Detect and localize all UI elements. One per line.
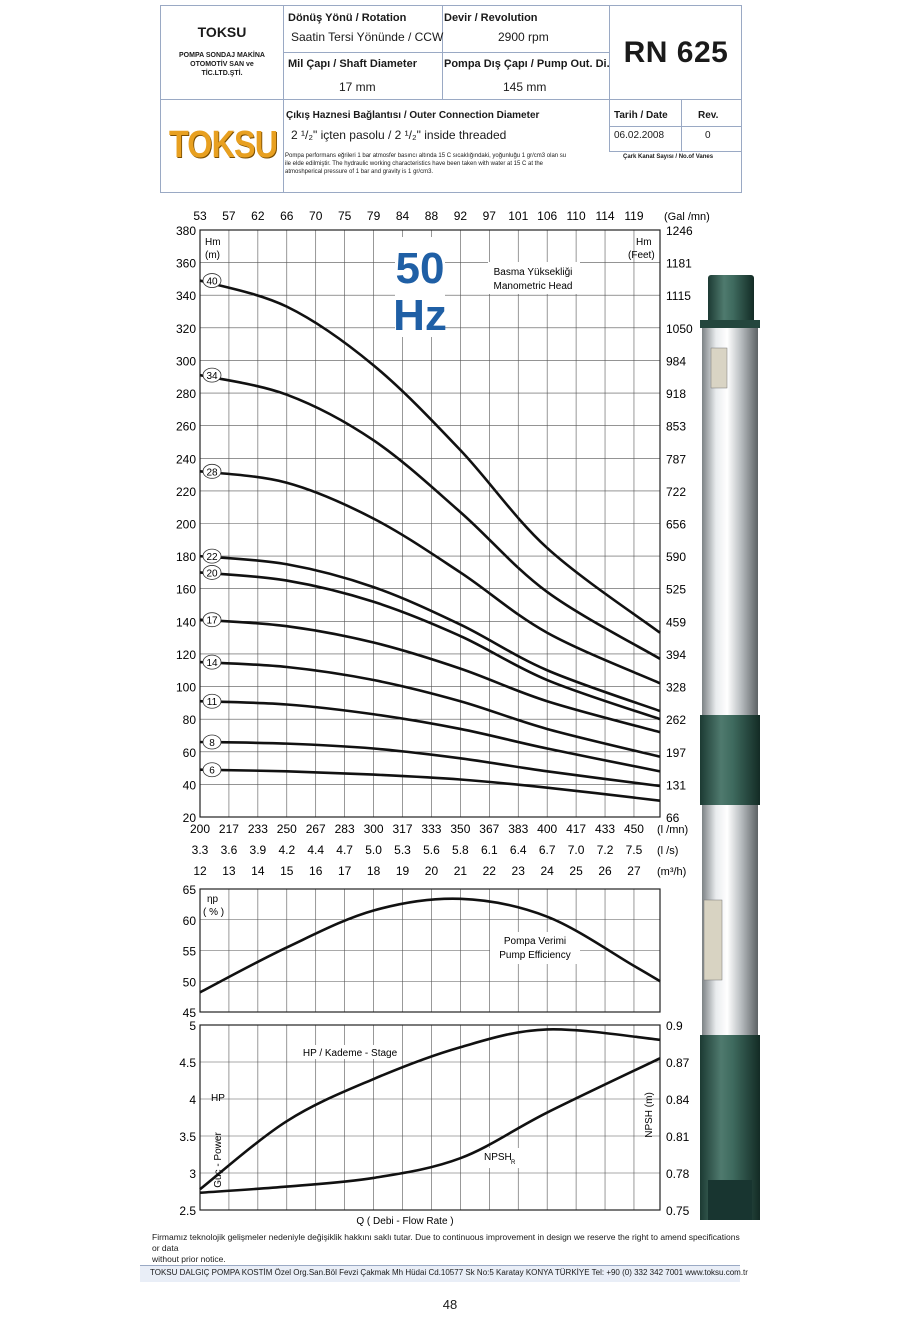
y-tick-right: 984 (666, 354, 687, 369)
note-line-2: ile elde edilmiştir. The hydraulic working characteristics have been taken with water at 15 C at the (285, 161, 544, 167)
y-label-left-1: Hm (205, 237, 221, 248)
y-tick: 55 (182, 944, 196, 959)
y-tick-left: 180 (175, 550, 196, 565)
stage-label-34: 34 (206, 371, 218, 383)
footer-address: TOKSU DALGIÇ POMPA KOSTİM Özel Org.San.Böl Fevzi Çakmak Mh Hüdai Cd.10577 Sk No:5 Karatay KONYA TÜRKİYE Tel: +90 (0) 332 342 7001 www.toksu.com.tr (150, 1268, 748, 1277)
y-tick-right: 0.75 (666, 1204, 690, 1218)
y-tick-left: 3 (189, 1167, 196, 1181)
y-tick-left: 280 (175, 387, 196, 402)
head-curve-6 (200, 770, 660, 801)
rotation-label: Dönüş Yönü / Rotation (288, 12, 407, 24)
y-tick-left: 5 (189, 1019, 196, 1033)
page-number: 48 (442, 1297, 458, 1312)
x-tick-lmn: 283 (334, 822, 355, 836)
x-tick-m3h: 26 (598, 864, 612, 878)
top-tick: 114 (595, 209, 615, 223)
stage-label-20: 20 (206, 568, 218, 580)
vanes-label: Çark Kanat Sayısı / No.of Vanes (623, 154, 714, 160)
x-tick-lmn: 300 (363, 822, 384, 836)
npsh-curve (200, 1058, 660, 1192)
power-frame (200, 1025, 660, 1210)
rev-value: 0 (705, 130, 711, 141)
top-tick: 57 (222, 209, 236, 223)
y-tick-right: 131 (666, 778, 687, 793)
npsh-annot: NPSH (484, 1152, 512, 1163)
stage-label-17: 17 (206, 615, 218, 627)
top-tick: 88 (424, 209, 439, 223)
annot-line-2: Manometric Head (493, 281, 573, 292)
npsh-annot-sub: R (511, 1160, 516, 1166)
x-tick-ls: 4.2 (278, 843, 296, 857)
x-unit-ls: (l /s) (657, 845, 679, 857)
y-tick-right: 0.81 (666, 1130, 690, 1144)
x-tick-lmn: 433 (595, 822, 616, 836)
model-number: RN 625 (623, 36, 729, 69)
y-label-right-1: Hm (636, 237, 652, 248)
x-tick-lmn: 350 (450, 822, 471, 836)
y-tick-right: 0.87 (666, 1056, 690, 1070)
y-tick-left: 140 (175, 615, 196, 630)
y-tick-right: 1181 (666, 256, 692, 271)
y-tick-left: 240 (175, 452, 196, 467)
x-tick-m3h: 21 (453, 864, 468, 878)
y-tick-right: 262 (666, 713, 687, 728)
top-tick: 84 (395, 209, 410, 223)
hz-badge-unit: Hz (393, 291, 447, 340)
top-tick: 53 (193, 209, 207, 223)
y-tick-left: 260 (175, 419, 196, 434)
y-tick: 50 (182, 975, 196, 990)
y-tick-right: 525 (666, 582, 687, 597)
revolution-value: 2900 rpm (498, 30, 549, 44)
npsh-ylabel: NPSH (m) (644, 1092, 655, 1138)
y-tick-left: 360 (175, 256, 196, 271)
x-tick-lmn: 383 (508, 822, 529, 836)
top-tick: 70 (309, 209, 323, 223)
x-tick-ls: 4.7 (336, 843, 353, 857)
rev-label: Rev. (698, 110, 719, 121)
date-value: 06.02.2008 (614, 130, 665, 141)
hp-annot: HP / Kademe - Stage (302, 1048, 398, 1059)
y-tick-left: 220 (175, 484, 196, 499)
y-tick-right: 918 (666, 387, 687, 402)
x-tick-lmn: 250 (276, 822, 297, 836)
top-tick: 92 (453, 209, 468, 223)
y-label-left-2: (m) (205, 250, 220, 261)
y-label-right-2: (Feet) (628, 250, 655, 261)
x-tick-ls: 5.6 (423, 843, 440, 857)
shaft-value: 17 mm (339, 80, 376, 94)
x-tick-lmn: 267 (305, 822, 326, 836)
y-tick-left: 40 (182, 778, 196, 793)
top-tick: 97 (482, 209, 496, 223)
top-axis-unit: (Gal /mn) (664, 211, 710, 223)
y-tick-right: 853 (666, 419, 687, 434)
x-tick-m3h: 25 (569, 864, 583, 878)
x-tick-m3h: 18 (366, 864, 381, 878)
x-tick-ls: 5.3 (394, 843, 411, 857)
stage-label-14: 14 (206, 658, 218, 670)
x-tick-m3h: 24 (540, 864, 554, 878)
x-tick-ls: 6.1 (480, 843, 498, 857)
y-tick-right: 1246 (666, 224, 693, 238)
x-tick-m3h: 27 (627, 864, 641, 878)
x-tick-m3h: 23 (511, 864, 525, 878)
x-tick-m3h: 22 (482, 864, 496, 878)
top-tick: 119 (624, 209, 644, 223)
x-tick-m3h: 13 (222, 864, 236, 878)
x-tick-ls: 3.3 (191, 843, 209, 857)
x-tick-ls: 7.2 (596, 843, 614, 857)
x-tick-ls: 3.9 (249, 843, 267, 857)
stage-label-8: 8 (209, 737, 215, 749)
hp-curve (200, 1029, 660, 1189)
top-tick: 75 (337, 209, 352, 223)
top-tick: 106 (537, 209, 558, 223)
x-tick-lmn: 417 (566, 822, 587, 836)
top-tick: 66 (280, 209, 294, 223)
x-tick-lmn: 317 (392, 822, 413, 836)
y-tick-right: 722 (666, 484, 687, 499)
disclaimer-line-1: Firmamız teknolojik gelişmeler nedeniyle değişiklik hakkını saklı tutar. Due to continuous improvement in design we reserve the right to amend specifications or data (152, 1232, 740, 1253)
x-tick-m3h: 15 (280, 864, 294, 878)
y-tick: 45 (182, 1006, 196, 1020)
y-tick-left: 60 (182, 745, 196, 760)
x-tick-ls: 5.0 (365, 843, 382, 857)
head-curve-20 (200, 572, 660, 719)
x-tick-lmn: 400 (537, 822, 558, 836)
x-tick-lmn: 233 (247, 822, 268, 836)
head-curve-11 (200, 701, 660, 771)
stage-label-40: 40 (206, 276, 218, 288)
company-full-2: OTOMOTİV SAN ve (190, 61, 254, 68)
x-tick-ls: 3.6 (220, 843, 238, 857)
x-tick-lmn: 450 (623, 822, 644, 836)
power-ylabel: Güç - Power (213, 1132, 224, 1188)
eff-ylabel-1: ηp (207, 894, 219, 905)
y-tick-right: 590 (666, 550, 687, 565)
x-tick-m3h: 14 (251, 864, 265, 878)
y-tick-left: 20 (182, 811, 196, 825)
y-tick-left: 2.5 (179, 1204, 196, 1218)
y-tick-right: 197 (666, 745, 687, 760)
x-tick-ls: 7.0 (567, 843, 585, 857)
head-curve-8 (200, 742, 660, 786)
stage-label-11: 11 (206, 697, 218, 709)
x-tick-ls: 5.8 (452, 843, 469, 857)
head-chart (176, 209, 710, 878)
y-tick-left: 120 (175, 647, 196, 662)
x-tick-ls: 6.4 (509, 843, 527, 857)
y-tick-left: 380 (175, 224, 196, 238)
x-tick-m3h: 19 (395, 864, 410, 878)
pump-od-value: 145 mm (503, 80, 547, 94)
note-line-3: atmoshperical pressure of 1 bar and gravity is 1 gr/cm3. (285, 169, 434, 175)
rotation-value: Saatin Tersi Yönünde / CCW (291, 30, 444, 44)
disclaimer-line-2: without prior notice. (152, 1254, 226, 1264)
top-tick: 110 (566, 209, 586, 223)
y-tick: 65 (182, 883, 196, 897)
y-tick-left: 160 (175, 582, 196, 597)
x-tick-lmn: 333 (421, 822, 442, 836)
outlet-label: Çıkış Haznesi Bağlantısı / Outer Connection Diameter (286, 110, 540, 121)
y-tick: 60 (182, 913, 196, 928)
stage-label-28: 28 (206, 467, 218, 479)
note-line-1: Pompa performans eğrileri 1 bar atmosfer basıncı altında 15 C sıcaklığındaki, yoğunluğu 1 gr/cm3 olan su (285, 153, 567, 159)
y-tick-left: 4 (189, 1093, 196, 1107)
disclaimer (152, 1232, 742, 1265)
eff-annot-1: Pompa Verimi (503, 936, 567, 947)
x-tick-ls: 7.5 (625, 843, 643, 857)
company-full-3: TİC.LTD.ŞTİ. (201, 70, 243, 77)
top-tick: 101 (508, 209, 529, 223)
y-tick-left: 80 (182, 713, 196, 728)
y-tick-right: 0.84 (666, 1093, 690, 1107)
x-tick-lmn: 200 (189, 822, 211, 836)
y-tick-right: 394 (666, 647, 687, 662)
y-tick-right: 1115 (666, 289, 691, 304)
x-unit-m3h: (m³/h) (657, 866, 687, 878)
annot-line-1: Basma Yüksekliği (493, 267, 573, 278)
y-tick-left: 320 (175, 321, 196, 336)
eff-annot-2: Pump Efficiency (499, 950, 571, 961)
x-tick-m3h: 12 (193, 864, 207, 878)
y-tick-right: 656 (666, 517, 687, 532)
y-tick-left: 100 (175, 680, 196, 695)
stage-label-6: 6 (209, 765, 215, 777)
y-tick-right: 66 (666, 811, 680, 825)
y-tick-right: 328 (666, 680, 687, 695)
eff-ylabel-2: ( % ) (203, 907, 225, 918)
y-tick-left: 4.5 (179, 1056, 196, 1070)
x-tick-m3h: 20 (424, 864, 439, 878)
top-tick: 62 (251, 209, 265, 223)
outlet-value: 2 ¹/₂" içten pasolu / 2 ¹/₂" inside threaded (291, 128, 507, 142)
x-tick-ls: 6.7 (538, 843, 556, 857)
x-tick-lmn: 367 (479, 822, 500, 836)
hp-ylabel: HP (211, 1093, 225, 1104)
y-tick-right: 787 (666, 452, 687, 467)
revolution-label: Devir / Revolution (444, 12, 538, 24)
head-curve-17 (200, 620, 660, 733)
pump-od-label: Pompa Dış Çapı / Pump Out. Di. (444, 58, 610, 70)
hz-badge-number: 50 (395, 244, 445, 293)
top-tick: 79 (366, 209, 381, 223)
x-tick-ls: 4.4 (307, 843, 325, 857)
efficiency-chart (183, 883, 660, 1020)
power-npsh-chart (179, 1019, 689, 1227)
efficiency-curve (200, 899, 660, 993)
x-tick-m3h: 16 (309, 864, 323, 878)
pump-image (700, 275, 760, 1220)
toksu-logo: TOKSU (169, 124, 278, 166)
y-tick-left: 3.5 (179, 1130, 196, 1144)
y-tick-left: 340 (175, 289, 196, 304)
date-label: Tarih / Date (614, 110, 668, 121)
y-tick-right: 0.78 (666, 1167, 690, 1181)
company-name: TOKSU (197, 24, 247, 40)
x-tick-lmn: 217 (218, 822, 239, 836)
stage-label-22: 22 (206, 552, 218, 564)
y-tick-right: 0.9 (666, 1019, 683, 1033)
company-full-1: POMPA SONDAJ MAKİNA (179, 52, 265, 59)
x-tick-m3h: 17 (337, 864, 352, 878)
shaft-label: Mil Çapı / Shaft Diameter (288, 58, 417, 70)
y-tick-right: 459 (666, 615, 687, 630)
y-tick-left: 200 (175, 517, 196, 532)
y-tick-left: 300 (175, 354, 196, 369)
y-tick-right: 1050 (666, 321, 693, 336)
x-unit-lmn: (l /mn) (657, 824, 689, 836)
power-xlabel: Q ( Debi - Flow Rate ) (356, 1216, 454, 1227)
